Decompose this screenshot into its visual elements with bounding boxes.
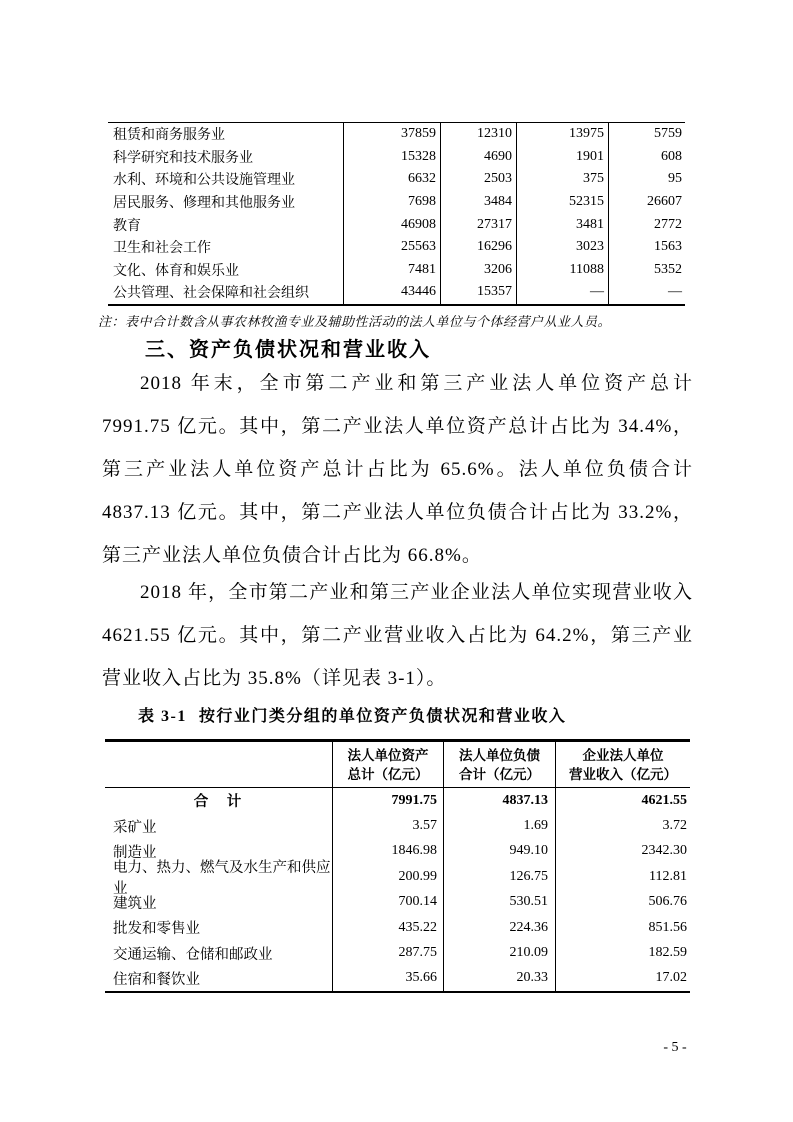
header-line: 法人单位负债 — [459, 747, 540, 763]
cell-value: 11088 — [516, 259, 608, 282]
header-cell-revenue — [555, 742, 690, 787]
table-row — [105, 915, 690, 940]
cell-value: 7991.75 — [332, 788, 443, 813]
cell-value: 530.51 — [443, 890, 555, 915]
cell-value: 126.75 — [443, 864, 555, 889]
cell-value: 16296 — [440, 236, 516, 259]
table-row — [105, 966, 690, 991]
body-paragraph: 2018 年末，全市第二产业和第三产业法人单位资产总计 7991.75 亿元。其中，第二产业法人单位资产总计占比为 34.4%，第三产业法人单位资产总计占比为 65.6%。法人单位负债合计 4837.13 亿元。其中，第二产业法人单位负债合计占比为 33.2%，第三产业法人单位负债合计占比为 66.8%。 — [102, 373, 693, 566]
cell-value: — — [608, 281, 685, 304]
cell-value: 17.02 — [555, 966, 690, 991]
cell-value: 12310 — [440, 123, 516, 146]
row-label: 交通运输、仓储和邮政业 — [113, 946, 273, 963]
cell-value: 3481 — [516, 213, 608, 236]
cell-value: 1846.98 — [332, 839, 443, 864]
row-label: 水利、环境和公共设施管理业 — [113, 173, 295, 189]
cell-value: 287.75 — [332, 940, 443, 965]
cell-value: 700.14 — [332, 890, 443, 915]
table-row — [105, 890, 690, 915]
table-caption-title: 按行业门类分组的单位资产负债状况和营业收入 — [198, 708, 567, 725]
cell-value: 4690 — [440, 146, 516, 169]
table-row — [108, 213, 685, 236]
cell-value: 13975 — [516, 123, 608, 146]
row-label: 批发和零售业 — [113, 921, 200, 938]
header-line: 总计（亿元） — [347, 766, 429, 782]
cell-value: 25563 — [343, 236, 440, 259]
cell-value: 4621.55 — [555, 788, 690, 813]
table-header-row — [105, 742, 690, 788]
cell-value: 375 — [516, 168, 608, 191]
row-label: 制造业 — [113, 844, 157, 861]
page-number: - 5 - — [663, 1040, 687, 1055]
cell-value: 851.56 — [555, 915, 690, 940]
cell-value: 949.10 — [443, 839, 555, 864]
cell-value: 7481 — [343, 259, 440, 282]
table-row — [105, 859, 690, 897]
table-row — [108, 191, 685, 214]
cell-value: 3023 — [516, 236, 608, 259]
table-caption-label: 表 3-1 — [138, 708, 187, 725]
row-label: 公共管理、社会保障和社会组织 — [113, 286, 309, 302]
cell-value: 15357 — [440, 281, 516, 304]
cell-value: 2772 — [608, 213, 685, 236]
cell-value: 20.33 — [443, 966, 555, 991]
table-row — [108, 259, 685, 282]
row-label: 文化、体育和娱乐业 — [113, 263, 239, 279]
table-row — [108, 123, 685, 146]
cell-value: 3206 — [440, 259, 516, 282]
row-label: 卫生和社会工作 — [113, 241, 211, 257]
cell-value: 3.72 — [555, 813, 690, 838]
cell-value: 95 — [608, 168, 685, 191]
table-row — [108, 236, 685, 259]
cell-value: 27317 — [440, 213, 516, 236]
table-row — [105, 813, 690, 838]
table-row — [108, 168, 685, 191]
row-label: 教育 — [113, 218, 141, 234]
body-paragraph: 2018 年，全市第二产业和第三产业企业法人单位实现营业收入 4621.55 亿元。其中，第二产业营业收入占比为 64.2%，第三产业营业收入占比为 35.8%（详见表 3-1）。 — [102, 582, 693, 689]
row-label: 住宿和餐饮业 — [113, 971, 200, 988]
assets-liabilities-table — [105, 739, 690, 993]
cell-value: 26607 — [608, 191, 685, 214]
section-heading: 三、资产负债状况和营业收入 — [145, 339, 431, 361]
table-caption — [138, 703, 566, 726]
table-row — [105, 940, 690, 965]
cell-value: 3.57 — [332, 813, 443, 838]
header-line: 营业收入（亿元） — [569, 766, 677, 782]
cell-value: 1563 — [608, 236, 685, 259]
cell-value: 7698 — [343, 191, 440, 214]
row-label: 合 计 — [193, 794, 244, 811]
table-row — [108, 146, 685, 169]
row-label: 建筑业 — [113, 895, 157, 912]
header-cell-assets — [332, 742, 443, 787]
table-footnote: 注：表中合计数含从事农林牧渔专业及辅助性活动的法人单位与个体经营户从业人员。 — [98, 314, 612, 329]
header-line: 企业法人单位 — [582, 747, 664, 763]
cell-value: 15328 — [343, 146, 440, 169]
cell-value: 2342.30 — [555, 839, 690, 864]
header-empty-cell — [105, 742, 332, 787]
cell-value: 52315 — [516, 191, 608, 214]
cell-value: 5352 — [608, 259, 685, 282]
employment-table — [108, 122, 685, 306]
header-line: 合计（亿元） — [459, 766, 540, 782]
cell-value: 5759 — [608, 123, 685, 146]
row-label: 租赁和商务服务业 — [113, 128, 225, 144]
cell-value: 1901 — [516, 146, 608, 169]
table-row-total — [105, 788, 690, 813]
cell-value: 506.76 — [555, 890, 690, 915]
cell-value: 435.22 — [332, 915, 443, 940]
cell-value: 35.66 — [332, 966, 443, 991]
cell-value: 43446 — [343, 281, 440, 304]
cell-value: 608 — [608, 146, 685, 169]
cell-value: 224.36 — [443, 915, 555, 940]
row-label: 采矿业 — [113, 819, 157, 836]
cell-value: 6632 — [343, 168, 440, 191]
header-line: 法人单位资产 — [347, 747, 429, 763]
cell-value: 200.99 — [332, 864, 443, 889]
cell-value: 3484 — [440, 191, 516, 214]
row-label: 电力、热力、燃气及水生产和供应业 — [113, 859, 331, 897]
row-label: 科学研究和技术服务业 — [113, 150, 253, 166]
header-cell-liabilities — [443, 742, 555, 787]
cell-value: 210.09 — [443, 940, 555, 965]
cell-value: 46908 — [343, 213, 440, 236]
row-label: 居民服务、修理和其他服务业 — [113, 196, 295, 212]
cell-value: — — [516, 281, 608, 304]
cell-value: 4837.13 — [443, 788, 555, 813]
cell-value: 2503 — [440, 168, 516, 191]
cell-value: 112.81 — [555, 864, 690, 889]
cell-value: 182.59 — [555, 940, 690, 965]
table-row — [108, 281, 685, 304]
cell-value: 1.69 — [443, 813, 555, 838]
cell-value: 37859 — [343, 123, 440, 146]
